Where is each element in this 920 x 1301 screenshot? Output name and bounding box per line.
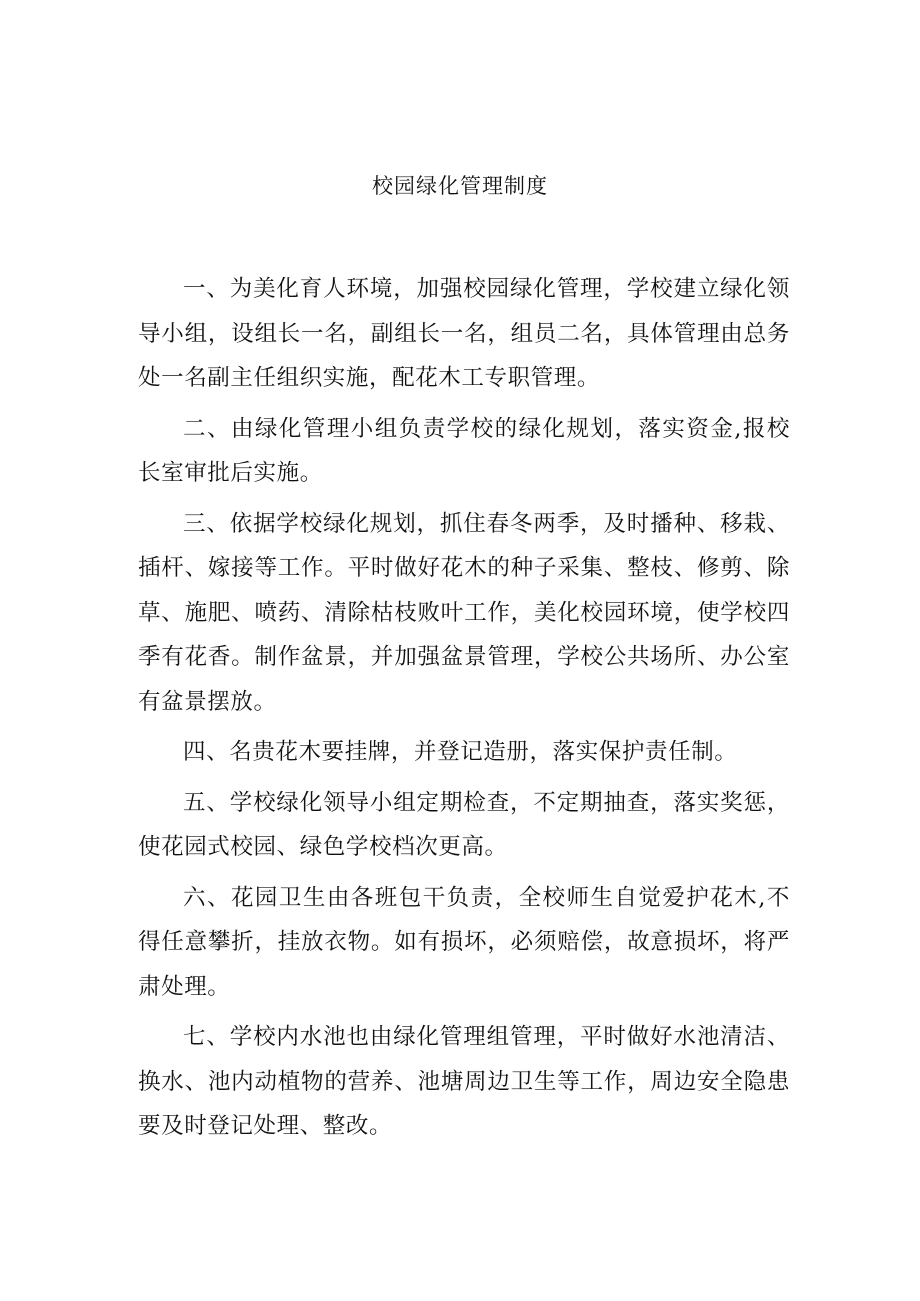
- paragraph-5: 五、学校绿化领导小组定期检查，不定期抽查，落实奖惩，使花园式校园、绿色学校档次更高。: [138, 789, 790, 860]
- paragraph-1: 一、为美化育人环境，加强校园绿化管理，学校建立绿化领导小组，设组长一名，副组长一名，组员二名，具体管理由总务处一名副主任组织实施，配花木工专职管理。: [138, 276, 790, 391]
- paragraph-4: 四、名贵花木要挂牌，并登记造册，落实保护责任制。: [183, 739, 738, 765]
- paragraph-7: 七、学校内水池也由绿化管理组管理，平时做好水池清洁、换水、池内动植物的营养、池塘周边卫生等工作，周边安全隐患要及时登记处理、整改。: [138, 1024, 790, 1139]
- paragraph-2: 二、由绿化管理小组负责学校的绿化规划，落实资金,报校长室审批后实施。: [138, 415, 790, 486]
- document-body: [138, 267, 790, 1155]
- paragraph-6: 六、花园卫生由各班包干负责，全校师生自觉爱护花木,不得任意攀折，挂放衣物。如有损坏，必须赔偿，故意损坏，将严肃处理。: [138, 884, 790, 1000]
- document-title: 校园绿化管理制度: [372, 174, 548, 198]
- paragraph-3: 三、依据学校绿化规划，抓住春冬两季，及时播种、移栽、插杆、嫁接等工作。平时做好花木的种子采集、整枝、修剪、除草、施肥、喷药、清除枯枝败叶工作，美化校园环境，使学校四季有花香。制作盆景，并加强盆景管理，学校公共场所、办公室有盆景摆放。: [138, 510, 790, 715]
